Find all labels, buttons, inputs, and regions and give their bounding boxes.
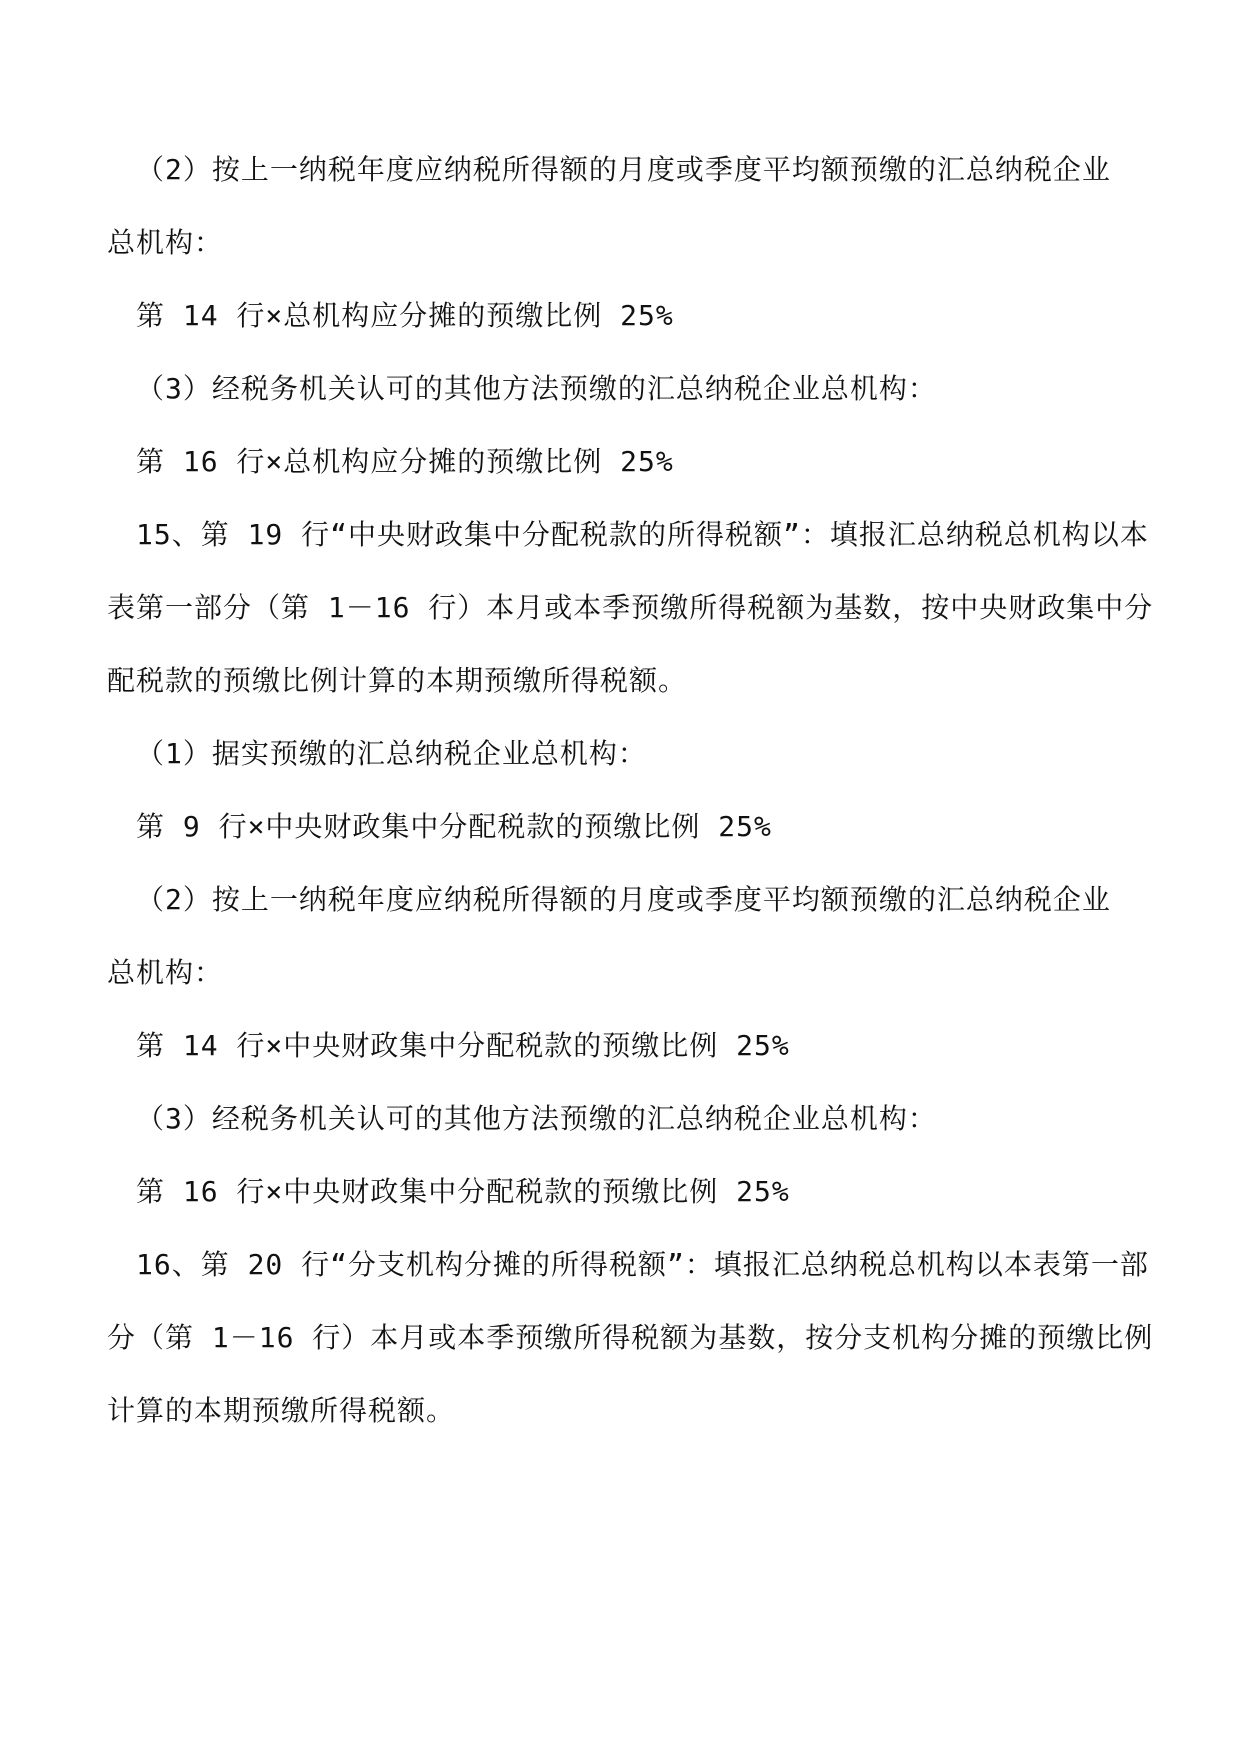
text-line: （2）按上一纳税年度应纳税所得额的月度或季度平均额预缴的汇总纳税企业 <box>136 883 1111 916</box>
text-line: 分（第 1－16 行）本月或本季预缴所得税额为基数，按分支机构分摊的预缴比例 <box>107 1321 1154 1354</box>
text-line: 第 16 行×总机构应分摊的预缴比例 25% <box>136 445 674 478</box>
text-line: 第 9 行×中央财政集中分配税款的预缴比例 25% <box>136 810 772 843</box>
text-line: （3）经税务机关认可的其他方法预缴的汇总纳税企业总机构： <box>136 372 937 405</box>
text-line: 16、第 20 行“分支机构分摊的所得税额”：填报汇总纳税总机构以本表第一部 <box>136 1248 1149 1281</box>
text-line: 总机构： <box>107 956 224 989</box>
text-line: 表第一部分（第 1－16 行）本月或本季预缴所得税额为基数，按中央财政集中分 <box>107 591 1154 624</box>
text-line: （1）据实预缴的汇总纳税企业总机构： <box>136 737 647 770</box>
text-line: （2）按上一纳税年度应纳税所得额的月度或季度平均额预缴的汇总纳税企业 <box>136 153 1111 186</box>
text-line: 第 14 行×中央财政集中分配税款的预缴比例 25% <box>136 1029 790 1062</box>
text-line: 总机构： <box>107 226 224 259</box>
text-line: 15、第 19 行“中央财政集中分配税款的所得税额”：填报汇总纳税总机构以本 <box>136 518 1149 551</box>
text-line: 第 16 行×中央财政集中分配税款的预缴比例 25% <box>136 1175 790 1208</box>
text-line: 计算的本期预缴所得税额。 <box>107 1394 456 1427</box>
text-line: （3）经税务机关认可的其他方法预缴的汇总纳税企业总机构： <box>136 1102 937 1135</box>
text-line: 第 14 行×总机构应分摊的预缴比例 25% <box>136 299 674 332</box>
text-line: 配税款的预缴比例计算的本期预缴所得税额。 <box>107 664 688 697</box>
